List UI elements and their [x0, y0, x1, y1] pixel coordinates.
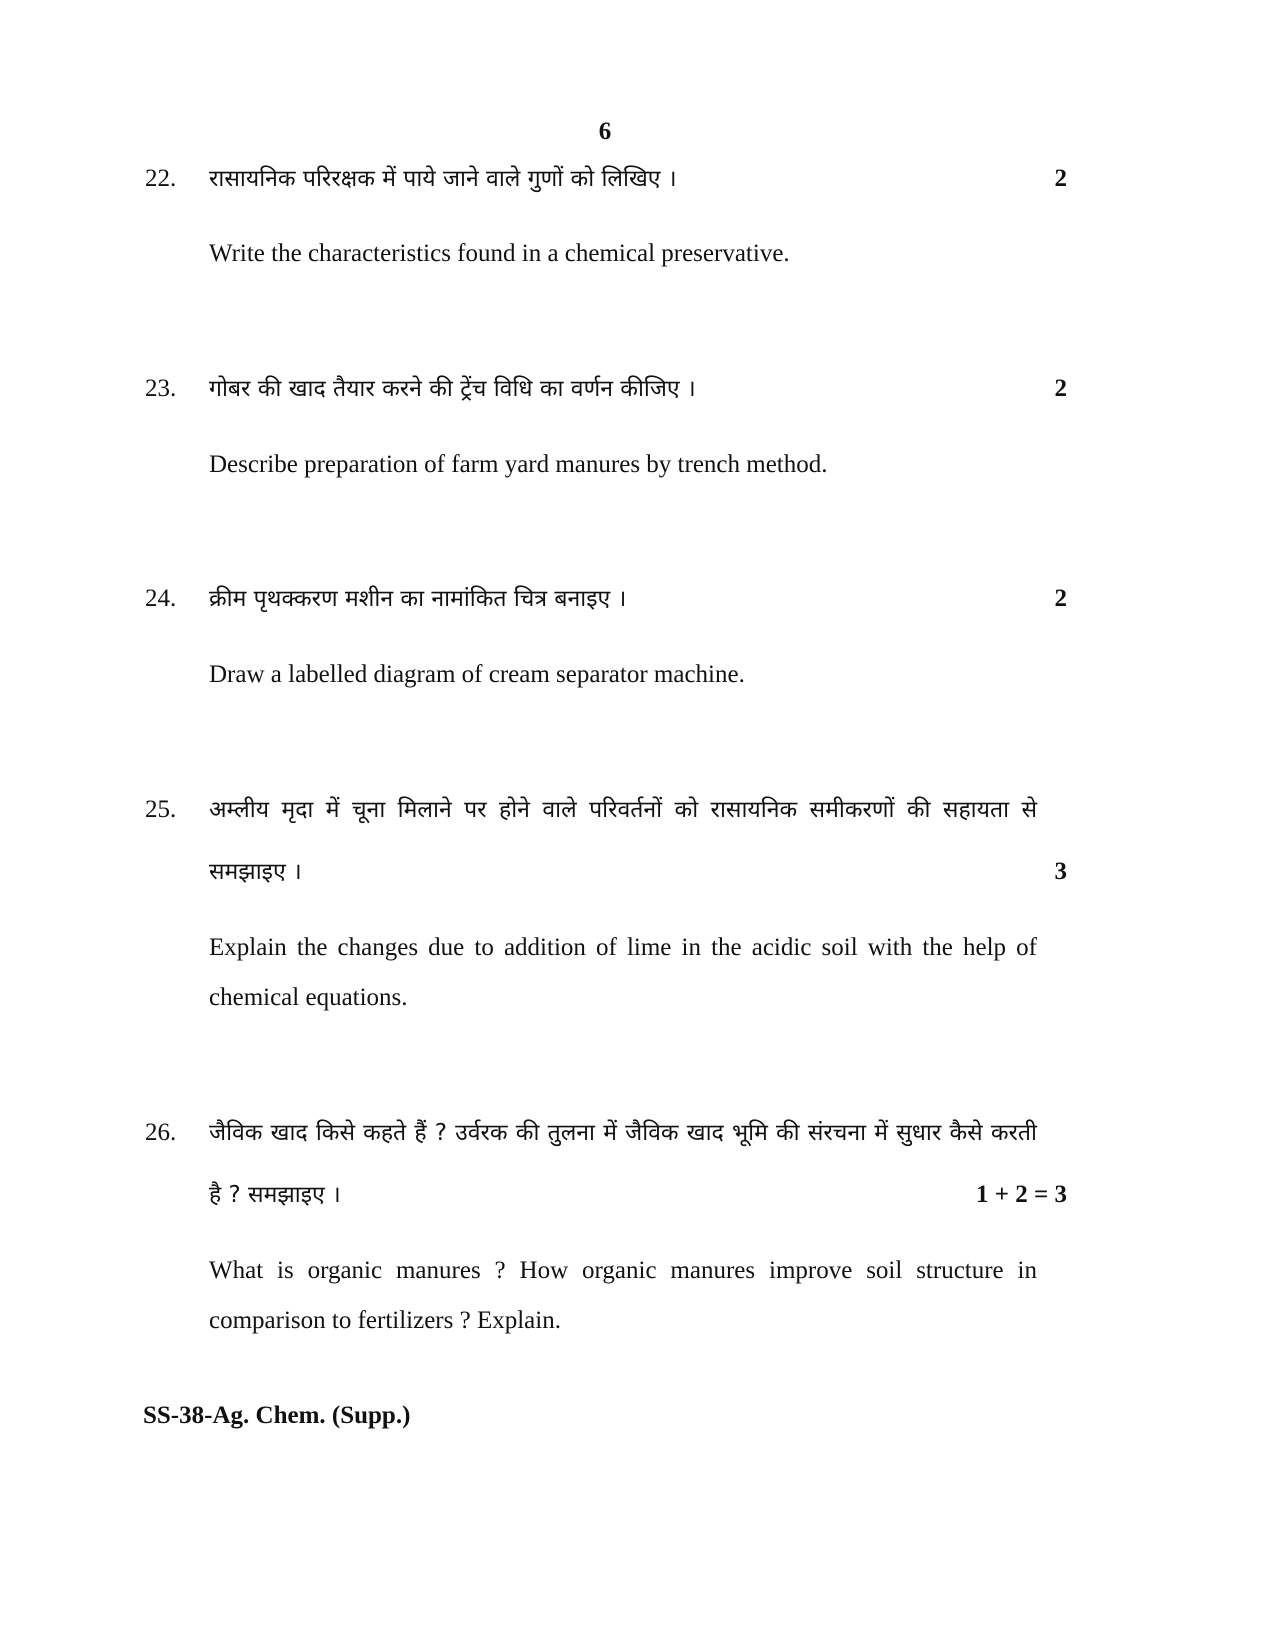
- question-text-english: Draw a labelled diagram of cream separator machine.: [209, 661, 745, 688]
- question-25: [145, 795, 1067, 1011]
- question-number: 22.: [145, 165, 177, 192]
- question-text-english: What is organic manures ? How organic manures improve soil structure in: [209, 1257, 1037, 1284]
- question-text-hindi: जैविक खाद किसे कहते हैं ? उर्वरक की तुलना में जैविक खाद भूमि की संरचना में सुधार कैसे करती: [209, 1120, 1037, 1146]
- question-text-english: Describe preparation of farm yard manures by trench method.: [209, 451, 828, 478]
- question-marks: 2: [1054, 375, 1067, 402]
- question-text-english-continued: comparison to fertilizers ? Explain.: [209, 1307, 561, 1334]
- question-number: 24.: [145, 585, 177, 612]
- question-text-hindi: अम्लीय मृदा में चूना मिलाने पर होने वाले परिवर्तनों को रासायनिक समीकरणों की सहायता से: [209, 797, 1037, 823]
- question-marks: 2: [1054, 165, 1067, 192]
- question-23: [145, 374, 1067, 478]
- question-number: 25.: [145, 796, 177, 823]
- question-marks: 2: [1054, 585, 1067, 612]
- question-number: 26.: [145, 1119, 177, 1146]
- question-marks: 3: [1054, 858, 1067, 885]
- question-marks: 1 + 2 = 3: [976, 1181, 1067, 1208]
- question-22: [145, 164, 1067, 267]
- page-number: 6: [598, 118, 612, 145]
- question-text-hindi: रासायनिक परिरक्षक में पाये जाने वाले गुणों को लिखिए ।: [209, 166, 677, 192]
- question-text-hindi: क्रीम पृथक्करण मशीन का नामांकित चित्र बनाइए ।: [209, 586, 627, 612]
- question-text-hindi-continued: है ? समझाइए ।: [209, 1182, 341, 1208]
- question-text-english: Write the characteristics found in a chemical preservative.: [209, 240, 790, 267]
- question-number: 23.: [145, 375, 177, 402]
- question-text-hindi-continued: समझाइए ।: [209, 859, 302, 885]
- question-24: [145, 584, 1067, 688]
- question-text-english: Explain the changes due to addition of lime in the acidic soil with the help of: [209, 934, 1037, 961]
- question-26: [145, 1118, 1067, 1334]
- question-text-english-continued: chemical equations.: [209, 984, 408, 1011]
- paper-code: SS-38-Ag. Chem. (Supp.): [143, 1402, 411, 1429]
- question-text-hindi: गोबर की खाद तैयार करने की ट्रेंच विधि का वर्णन कीजिए ।: [209, 376, 696, 402]
